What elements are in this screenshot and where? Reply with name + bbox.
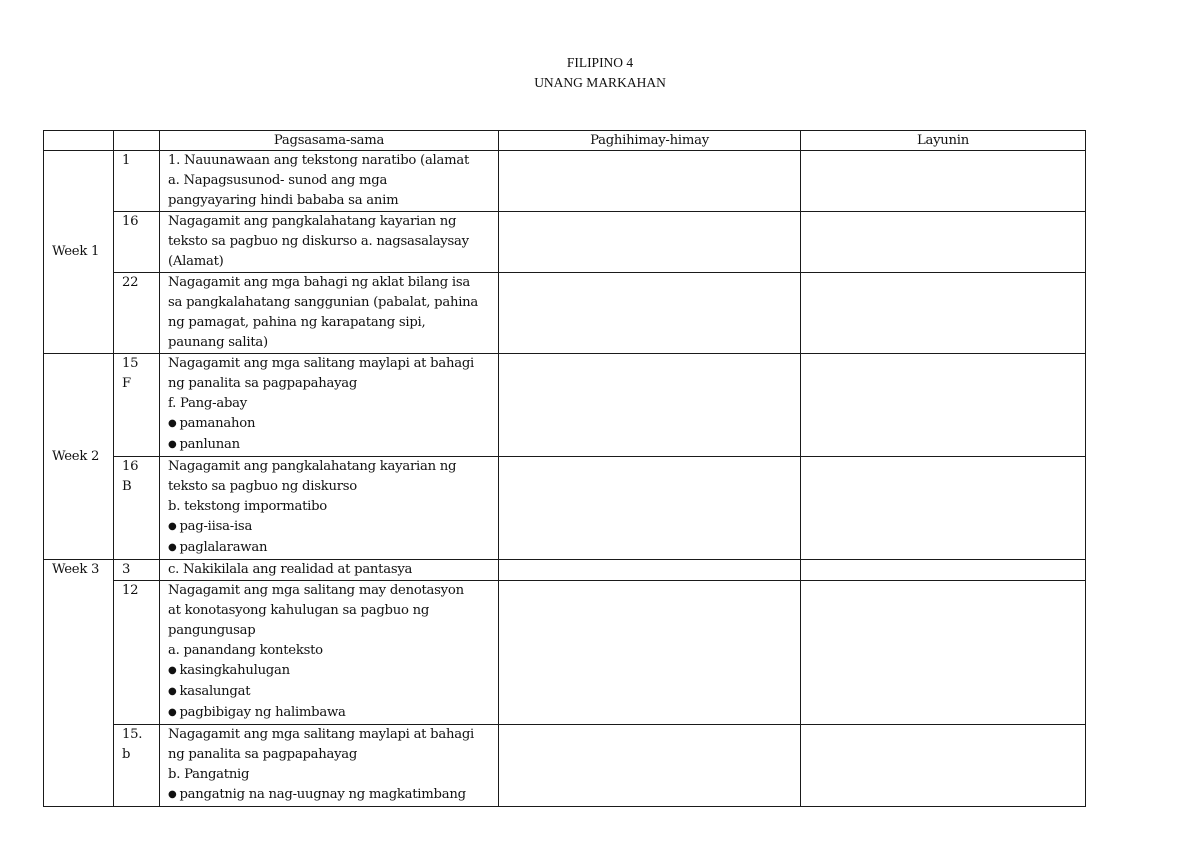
header-paghihimay-himay: Paghihimay-himay	[499, 131, 801, 151]
layunin-cell	[801, 212, 1086, 273]
paghihimay-cell	[499, 457, 801, 560]
competency-line: teksto sa pagbuo ng diskurso	[168, 479, 357, 494]
competency-line: pangyayaring hindi bababa sa anim	[168, 193, 399, 208]
competency-line: ng pamagat, pahina ng karapatang sipi,	[168, 315, 426, 330]
competency-line: 1. Nauunawaan ang tekstong naratibo (alamat	[168, 153, 470, 168]
competency-line: Nagagamit ang mga salitang maylapi at bahagi	[168, 727, 474, 742]
competency-text	[160, 725, 499, 807]
competency-line: c. Nakikilala ang realidad at pantasya	[168, 562, 413, 577]
competency-code: 16 B	[114, 457, 160, 560]
bullet-item: ● pag-iisa-isa	[168, 517, 492, 538]
table-row	[44, 273, 1086, 354]
competency-code: 1	[114, 151, 160, 212]
competency-line: f. Pang-abay	[168, 396, 247, 411]
table-row	[44, 212, 1086, 273]
competency-text	[160, 151, 499, 212]
competency-line: at konotasyong kahulugan sa pagbuo ng	[168, 603, 430, 618]
week-label: Week 3	[44, 560, 114, 807]
competency-text	[160, 560, 499, 581]
competency-text	[160, 457, 499, 560]
competency-code: 22	[114, 273, 160, 354]
table-row	[44, 457, 1086, 560]
competency-line: teksto sa pagbuo ng diskurso a. nagsasalaysay	[168, 234, 469, 249]
competency-line: Nagagamit ang mga salitang maylapi at bahagi	[168, 356, 474, 371]
bullet-item: ● pamanahon	[168, 414, 492, 435]
bullet-item: ● paglalarawan	[168, 538, 492, 559]
paghihimay-cell	[499, 212, 801, 273]
competency-line: a. Napagsusunod- sunod ang mga	[168, 173, 388, 188]
competency-line: pangungusap	[168, 623, 256, 638]
competency-line: (Alamat)	[168, 254, 224, 269]
competency-line: ng panalita sa pagpapahayag	[168, 376, 358, 391]
header-pagsasama-sama: Pagsasama-sama	[160, 131, 499, 151]
competency-line: ng panalita sa pagpapahayag	[168, 747, 358, 762]
layunin-cell	[801, 273, 1086, 354]
paghihimay-cell	[499, 725, 801, 807]
layunin-cell	[801, 457, 1086, 560]
header-code-column	[114, 131, 160, 151]
competency-line: Nagagamit ang mga bahagi ng aklat bilang isa	[168, 275, 470, 290]
competency-line: Nagagamit ang pangkalahatang kayarian ng	[168, 459, 457, 474]
competency-code: 3	[114, 560, 160, 581]
table-row	[44, 581, 1086, 725]
competency-code: 16	[114, 212, 160, 273]
document-title-block	[0, 53, 1200, 93]
competency-line: sa pangkalahatang sanggunian (pabalat, pahina	[168, 295, 479, 310]
competency-line: Nagagamit ang pangkalahatang kayarian ng	[168, 214, 457, 229]
competency-code: 12	[114, 581, 160, 725]
competency-line: b. Pangatnig	[168, 767, 250, 782]
table-row	[44, 725, 1086, 807]
competency-line: b. tekstong impormatibo	[168, 499, 327, 514]
competency-text	[160, 212, 499, 273]
bullet-item: ● panlunan	[168, 435, 492, 456]
competency-line: paunang salita)	[168, 335, 268, 350]
week-label: Week 1	[44, 151, 114, 354]
paghihimay-cell	[499, 151, 801, 212]
bullet-item: ● pagbibigay ng halimbawa	[168, 703, 492, 724]
week-label: Week 2	[44, 354, 114, 560]
table-row	[44, 354, 1086, 457]
competency-text	[160, 581, 499, 725]
competency-line: a. panandang konteksto	[168, 643, 323, 658]
competency-code: 15. b	[114, 725, 160, 807]
competency-text	[160, 273, 499, 354]
competency-line: Nagagamit ang mga salitang may denotasyon	[168, 583, 464, 598]
paghihimay-cell	[499, 560, 801, 581]
table-row	[44, 560, 1086, 581]
subject-title: FILIPINO 4	[566, 55, 634, 70]
table-header-row	[44, 131, 1086, 151]
competency-code: 15 F	[114, 354, 160, 457]
layunin-cell	[801, 354, 1086, 457]
competency-text	[160, 354, 499, 457]
layunin-cell	[801, 725, 1086, 807]
layunin-cell	[801, 581, 1086, 725]
competency-table	[43, 130, 1086, 807]
layunin-cell	[801, 560, 1086, 581]
quarter-title: UNANG MARKAHAN	[534, 75, 666, 90]
table-row	[44, 151, 1086, 212]
bullet-item: ● kasalungat	[168, 682, 492, 703]
layunin-cell	[801, 151, 1086, 212]
header-week-column	[44, 131, 114, 151]
paghihimay-cell	[499, 354, 801, 457]
bullet-item: ● kasingkahulugan	[168, 661, 492, 682]
paghihimay-cell	[499, 273, 801, 354]
header-layunin: Layunin	[801, 131, 1086, 151]
bullet-item: ● pangatnig na nag-uugnay ng magkatimbang	[168, 785, 492, 806]
paghihimay-cell	[499, 581, 801, 725]
